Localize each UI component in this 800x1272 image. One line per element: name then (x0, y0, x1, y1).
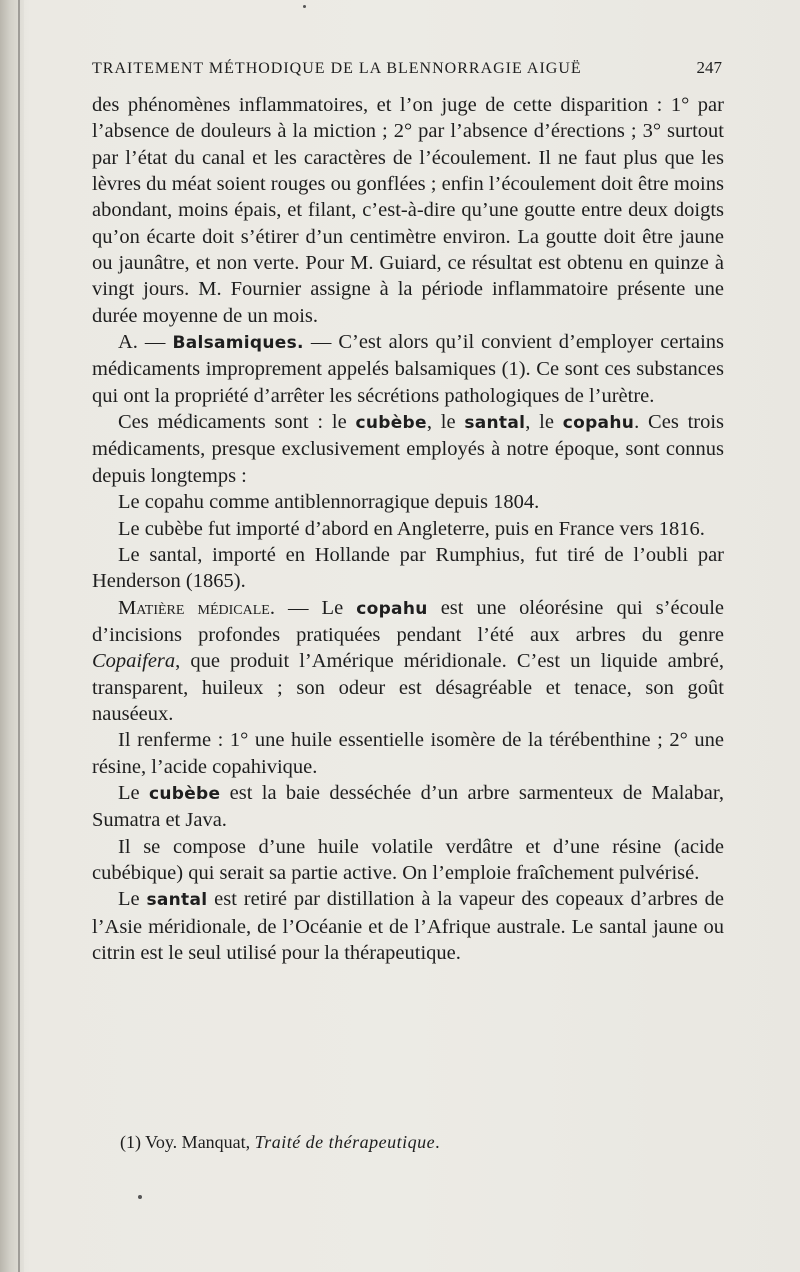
paragraph-4: Le copahu comme antiblennorragique depuis 1804. (118, 491, 540, 514)
paragraph-6: Le santal, importé en Hollande par Rumphius, fut tiré de l’oubli par Henderson (1865). (92, 543, 724, 593)
paragraph-8: Il renferme : 1° une huile essentielle isomère de la térébenthine ; 2° une résine, l’acide copahivique. (92, 729, 724, 778)
book-spine-shadow (0, 0, 24, 1272)
term-cubebe: cubèbe (148, 783, 221, 804)
paragraph-10: Il se compose d’une huile volatile verdâtre et d’une résine (acide cubébique) qui serait sa partie active. On l’emploie fraîchement pulvérisé. (92, 835, 724, 884)
print-speck (138, 1195, 142, 1199)
section-heading-balsamiques: Balsamiques. (172, 333, 304, 354)
text-run: Le (118, 781, 149, 804)
footnote (120, 1132, 720, 1153)
paragraph-2-text: — C’est alors qu’il convient d’employer certains médicaments improprement appelés balsamiques (1). Ce sont ces substances qui ont la propriété d’arrêter les sécrétions pathologiques de l’urètre. (92, 331, 724, 407)
genus-name: Copaifera (92, 650, 176, 673)
text-run: est une oléorésine qui s’écoule d’incisions profondes pratiquées pendant l’été aux arbres du genre (92, 596, 724, 646)
paragraph-11 (92, 886, 724, 966)
term-santal: santal (464, 413, 526, 434)
paragraph-3 (92, 409, 724, 489)
footnote-end: . (435, 1132, 440, 1152)
term-santal: santal (146, 890, 208, 911)
term-cubebe: cubèbe (355, 413, 427, 434)
gutter-line (18, 0, 20, 1272)
section-letter: A. — (118, 331, 173, 354)
text-run: est retiré par distillation à la vapeur des copeaux d’arbres de l’Asie méridionale, de l’Océanie et de l’Afrique australe. Le santal jaune ou citrin est le seul utilisé pour la thérapeutique. (92, 888, 724, 964)
footnote-marker: (1) (120, 1132, 141, 1152)
paragraph-9 (92, 780, 724, 834)
paragraph-balsamiques (92, 329, 724, 409)
footnote-text: Voy. Manquat, (141, 1132, 255, 1152)
text-run: Le (118, 888, 147, 911)
text-run: — Le (274, 596, 357, 619)
text-run: . Ces trois médicaments, presque exclusivement employés à notre époque, sont connus depuis longtemps : (92, 411, 725, 487)
text-run: est la baie desséchée d’un arbre sarmenteux de Malabar, Sumatra et Java. (92, 781, 725, 832)
paragraph-matiere-medicale (92, 595, 724, 728)
section-heading-matiere-medicale: Matière médicale. (118, 596, 275, 619)
term-copahu: copahu (356, 598, 428, 619)
body-text (92, 92, 724, 966)
text-run: , que produit l’Amérique méridionale. C’est un liquide ambré, transparent, huileux ; son odeur est désagréable et tenace, son goût nauséeux. (92, 650, 724, 725)
text-run: Ces médicaments sont : le (118, 411, 356, 434)
running-title: TRAITEMENT MÉTHODIQUE DE LA BLENNORRAGIE AIGUË (92, 60, 582, 77)
paragraph-1: des phénomènes inflammatoires, et l’on juge de cette disparition : 1° par l’absence de douleurs à la miction ; 2° par l’absence d’érections ; 3° surtout par l’état du canal et les caractères de l’écoulement. Il ne faut plus que les lèvres du méat soient rouges ou gonflées ; enfin l’écoulement doit être moins abondant, moins épais, et filant, c’est-à-dire qu’une goutte entre deux doigts qu’on écarte doit s’étirer d’un centimètre environ. La goutte doit être jaune ou jaunâtre, et non verte. Pour M. Guiard, ce résultat est obtenu en quinze à vingt jours. M. Fournier assigne à la période inflammatoire présente une durée moyenne de un mois. (92, 94, 724, 327)
running-header (92, 58, 722, 78)
text-run: , le (426, 411, 465, 434)
print-speck (303, 5, 306, 8)
page-number: 247 (696, 58, 722, 77)
text-run: , le (525, 411, 563, 434)
term-copahu: copahu (562, 413, 635, 434)
paragraph-5: Le cubèbe fut importé d’abord en Angleterre, puis en France vers 1816. (118, 517, 705, 540)
footnote-title: Traité de thérapeutique (254, 1132, 436, 1152)
